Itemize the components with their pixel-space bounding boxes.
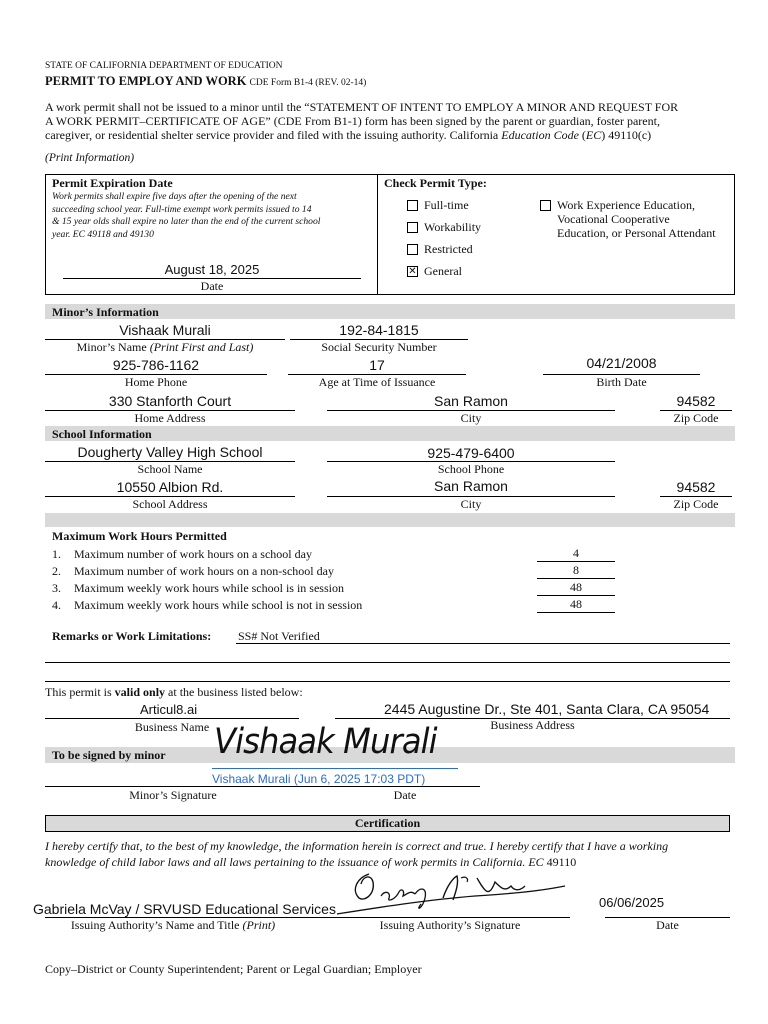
stamp-date: (Jun 6, 2025 17:03 PDT) <box>290 772 426 786</box>
work-hours-value[interactable]: 4 <box>573 546 579 560</box>
school-address-value[interactable]: 10550 Albion Rd. <box>116 479 224 495</box>
field-line <box>45 662 730 663</box>
box-divider <box>377 174 378 295</box>
full-time-label: Full-time <box>424 198 469 212</box>
work-experience-checkbox[interactable] <box>540 200 551 211</box>
birth-date-value[interactable]: 04/21/2008 <box>586 355 657 371</box>
school-zip-label: Zip Code <box>673 497 719 511</box>
minor-name-value[interactable]: Vishaak Murali <box>119 322 211 338</box>
school-name-value[interactable]: Dougherty Valley High School <box>77 444 263 460</box>
signed-by-minor-heading: To be signed by minor <box>52 748 166 762</box>
age-value[interactable]: 17 <box>369 357 385 373</box>
certification-date-value[interactable]: 06/06/2025 <box>599 895 665 910</box>
issuing-authority-name-value[interactable]: Gabriela McVay / SRVUSD Educational Services <box>33 901 336 917</box>
section-band <box>45 513 735 527</box>
home-zip-value[interactable]: 94582 <box>676 393 716 409</box>
minor-signature-label: Minor’s Signature <box>129 788 217 802</box>
school-address-label: School Address <box>132 497 208 511</box>
school-info-heading: School Information <box>52 427 152 441</box>
certification-heading: Certification <box>354 816 421 830</box>
signature-underline <box>212 768 458 769</box>
business-name-label: Business Name <box>134 720 210 734</box>
work-hours-row-label: Maximum number of work hours on a school day <box>74 547 312 561</box>
field-line <box>537 595 615 596</box>
work-hours-heading: Maximum Work Hours Permitted <box>52 529 227 543</box>
form-title-text: PERMIT TO EMPLOY AND WORK <box>45 74 247 88</box>
school-phone-label: School Phone <box>437 462 505 476</box>
school-zip-value[interactable]: 94582 <box>676 479 716 495</box>
copy-distribution-note: Copy–District or County Superintendent; Parent or Legal Guardian; Employer <box>45 962 422 976</box>
home-city-label: City <box>460 411 482 425</box>
work-experience-label: Work Experience Education, Vocational Cooperative Education, or Personal Attendant <box>557 198 716 240</box>
age-label: Age at Time of Issuance <box>318 375 436 389</box>
field-line <box>236 643 730 644</box>
minor-date-label: Date <box>393 788 417 802</box>
work-hours-value[interactable]: 8 <box>573 563 579 577</box>
general-checkbox[interactable] <box>407 266 418 277</box>
birth-date-label: Birth Date <box>596 375 647 389</box>
expiration-note: Work permits shall expire five days after the opening of the next succeeding school year. Full-time exempt work permits issued to 14 & 15 year olds shall expire no later than the end of the current school year. EC 49118 and 49130 <box>52 191 321 240</box>
work-hours-row: 3. <box>52 581 61 595</box>
work-hours-row-label: Maximum weekly work hours while school is in session <box>74 581 344 595</box>
workability-checkbox[interactable] <box>407 222 418 233</box>
expiration-date-value[interactable]: August 18, 2025 <box>164 262 260 277</box>
work-hours-row-label: Maximum number of work hours on a non-school day <box>74 564 334 578</box>
issuing-authority-signature-label: Issuing Authority’s Signature <box>379 918 521 932</box>
ssn-label: Social Security Number <box>321 340 437 354</box>
field-line <box>537 561 615 562</box>
business-address-label: Business Address <box>490 718 575 732</box>
home-city-value[interactable]: San Ramon <box>434 393 508 409</box>
print-information-note: (Print Information) <box>45 152 135 164</box>
minor-signature[interactable]: Vishaak Murali <box>214 722 437 762</box>
minor-info-heading: Minor’s Information <box>52 305 159 319</box>
expiration-date-label: Date <box>200 279 224 293</box>
remarks-value[interactable]: SS# Not Verified <box>238 629 320 643</box>
certification-text: I hereby certify that, to the best of my knowledge, the information herein is correct and true. I hereby certify that I have a working knowledge of child labor laws and all laws pertaining to the issuance of work permits in California. EC 49110 <box>45 839 669 869</box>
school-city-label: City <box>460 497 482 511</box>
work-hours-value[interactable]: 48 <box>570 597 582 611</box>
e-signature-stamp[interactable] <box>212 772 425 786</box>
business-name-value[interactable]: Articul8.ai <box>140 702 198 717</box>
restricted-checkbox[interactable] <box>407 244 418 255</box>
minor-name-label: Minor’s Name (Print First and Last) <box>76 340 254 354</box>
school-phone-value[interactable]: 925-479-6400 <box>427 445 515 461</box>
valid-only-note: This permit is valid only at the business listed below: <box>45 685 303 699</box>
home-phone-label: Home Phone <box>124 375 188 389</box>
stamp-name: Vishaak Murali <box>212 772 291 786</box>
work-hours-row: 2. <box>52 564 61 578</box>
field-line <box>45 786 480 787</box>
issuing-authority-name-label: Issuing Authority’s Name and Title (Print) <box>70 918 276 932</box>
intro-line: caregiver, or residential shelter service provider and filed with the issuing authority. California Education Code (EC) 49110(c) <box>45 128 652 142</box>
restricted-label: Restricted <box>424 242 473 256</box>
work-hours-row-label: Maximum weekly work hours while school is not in session <box>74 598 363 612</box>
field-line <box>537 612 615 613</box>
home-address-value[interactable]: 330 Stanforth Court <box>108 393 232 409</box>
ssn-value[interactable]: 192-84-1815 <box>339 322 419 338</box>
home-phone-value[interactable]: 925-786-1162 <box>112 357 200 373</box>
form-id: CDE Form B1-4 (REV. 02-14) <box>249 78 367 88</box>
permit-type-heading: Check Permit Type: <box>384 176 487 190</box>
form-title <box>45 74 366 89</box>
certification-date-label: Date <box>656 918 679 932</box>
general-label: General <box>424 264 462 278</box>
check-x-icon: ✕ <box>408 266 417 277</box>
field-line <box>537 578 615 579</box>
workability-label: Workability <box>424 220 482 234</box>
field-line <box>45 681 730 682</box>
field-line <box>45 718 299 719</box>
agency-name: STATE OF CALIFORNIA DEPARTMENT OF EDUCATION <box>45 61 283 71</box>
school-name-label: School Name <box>137 462 203 476</box>
business-address-value[interactable]: 2445 Augustine Dr., Ste 401, Santa Clara, CA 95054 <box>384 701 710 717</box>
work-hours-row: 4. <box>52 598 61 612</box>
work-hours-row: 1. <box>52 547 61 561</box>
school-city-value[interactable]: San Ramon <box>434 478 508 494</box>
work-hours-value[interactable]: 48 <box>570 580 582 594</box>
remarks-label: Remarks or Work Limitations: <box>52 629 212 643</box>
home-zip-label: Zip Code <box>673 411 719 425</box>
intro-line: A work permit shall not be issued to a minor until the “STATEMENT OF INTENT TO EMPLOY A MINOR AND REQUEST FOR <box>45 100 679 114</box>
home-address-label: Home Address <box>134 411 206 425</box>
full-time-checkbox[interactable] <box>407 200 418 211</box>
expiration-heading: Permit Expiration Date <box>52 176 173 190</box>
intro-paragraph <box>45 100 735 142</box>
authority-signature[interactable] <box>335 868 575 920</box>
intro-line: A WORK PERMIT–CERTIFICATE OF AGE” (CDE From B1-1) form has been signed by the parent or guardian, foster parent, <box>45 114 660 128</box>
